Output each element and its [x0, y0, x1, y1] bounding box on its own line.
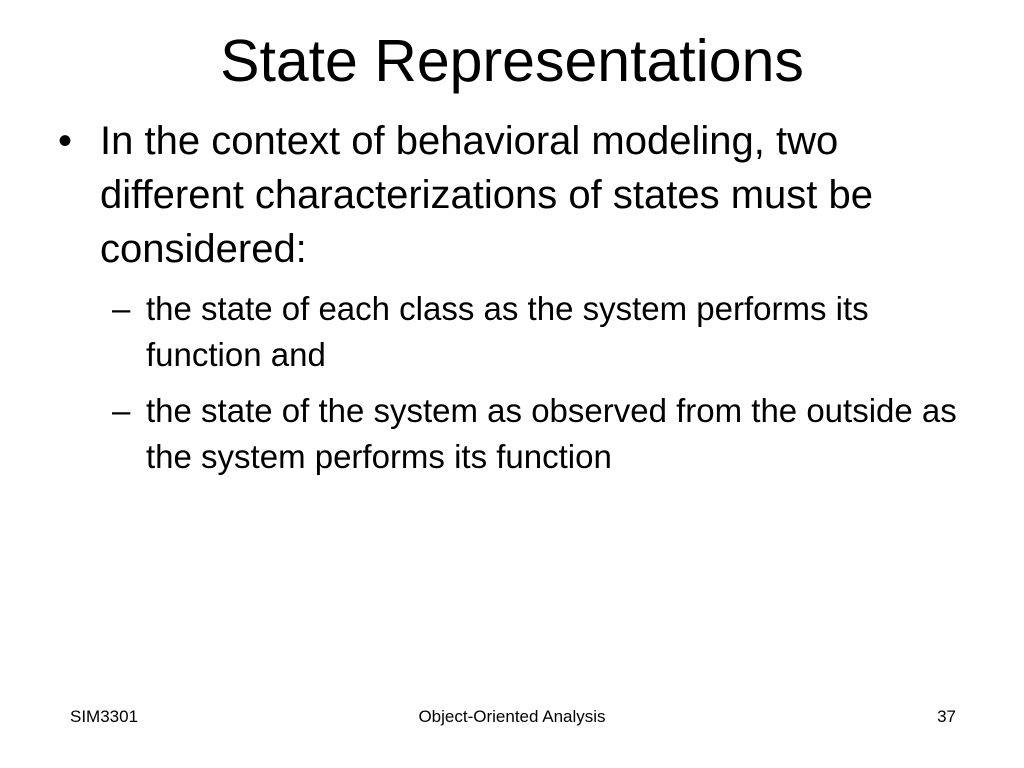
sub-bullet-marker: – [112, 392, 131, 429]
slide-title: State Representations [220, 28, 804, 94]
slide-body [58, 114, 958, 490]
sub-bullet-list [112, 286, 958, 480]
sub-bullet-text: the state of each class as the system performs its function and [146, 290, 869, 373]
footer-course-title: Object-Oriented Analysis [418, 707, 606, 726]
sub-bullet-text: the state of the system as observed from the outside as the system performs its function [146, 392, 957, 475]
bullet-marker: • [58, 119, 73, 163]
bullet-item [58, 114, 958, 276]
sub-bullet-item [112, 286, 958, 378]
sub-bullet-item [112, 388, 958, 480]
footer-page-number: 37 [937, 707, 956, 726]
footer-course-code: SIM3301 [70, 707, 139, 726]
bullet-text: In the context of behavioral modeling, two different characterizations of states must be considered: [100, 119, 873, 271]
sub-bullet-marker: – [112, 290, 131, 327]
